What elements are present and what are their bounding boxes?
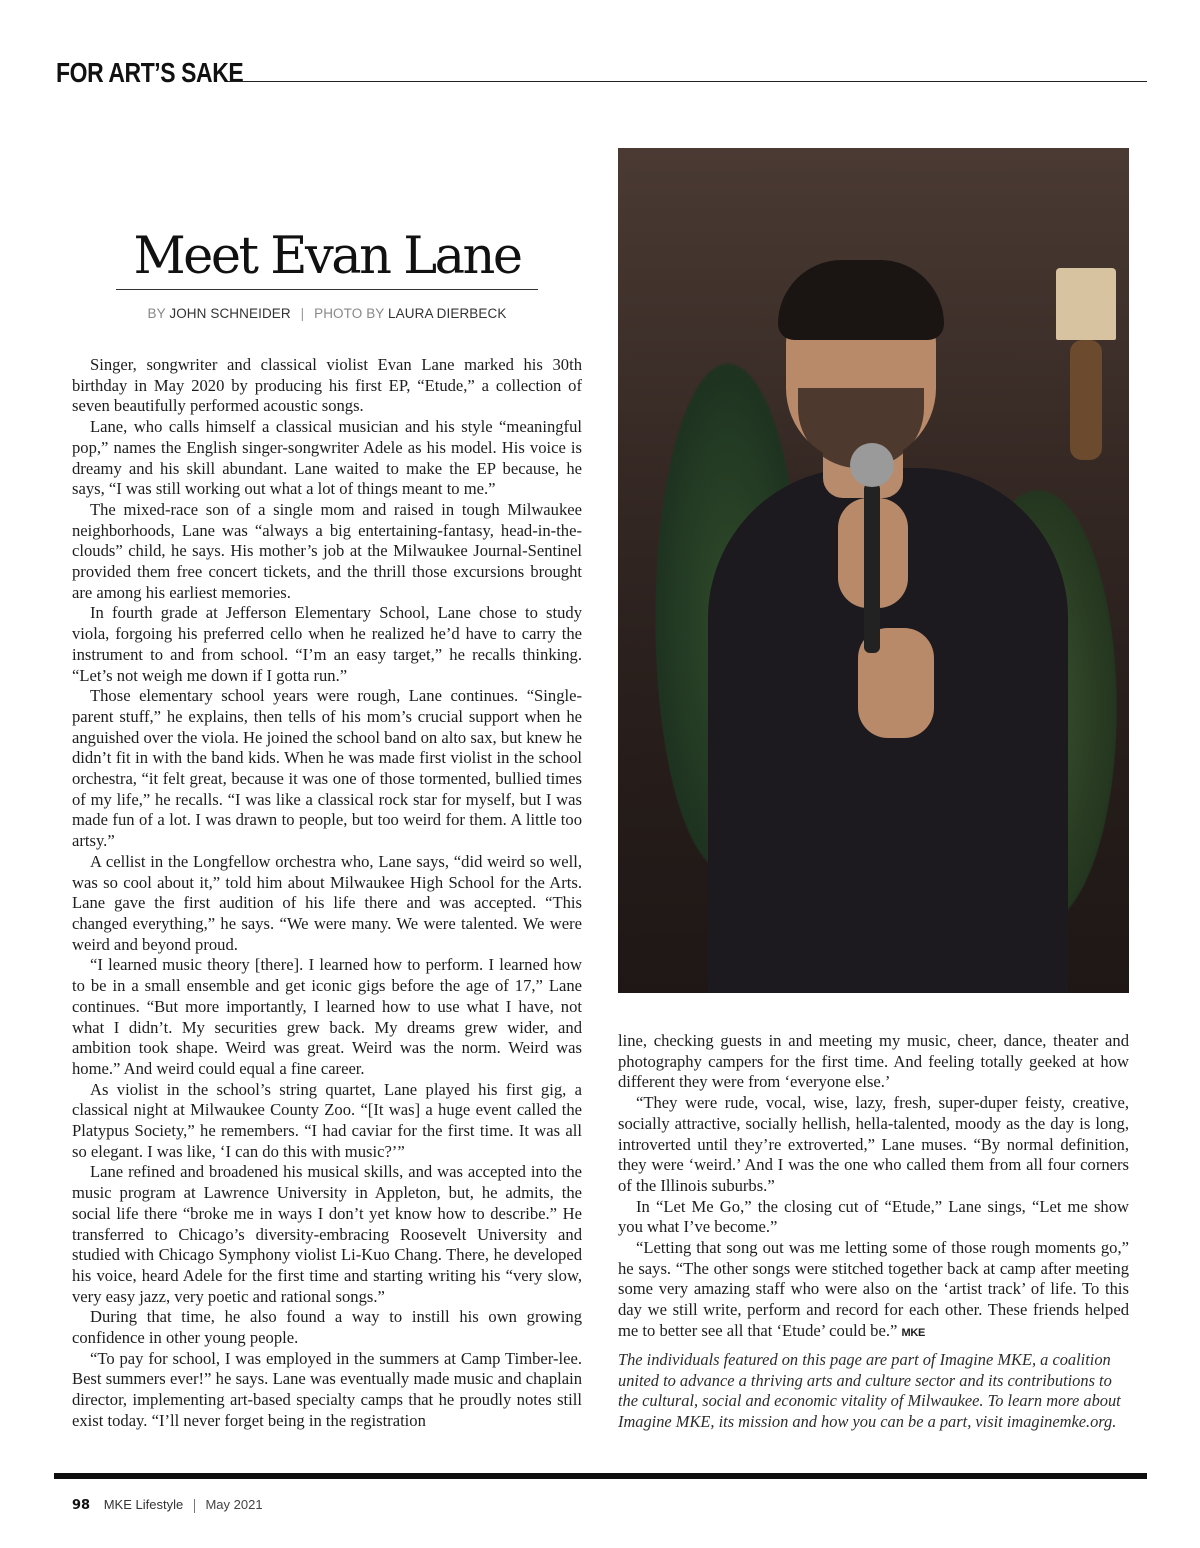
paragraph-text: “Letting that song out was me letting some of those rough moments go,” he says. “The other songs were stitched together back at camp after meeting some very amazing staff who were also on the ‘artist track’ of life. To this day we still write, perform and record for each other. These friends helped me to better see all that ‘Etude’ could be.”: [618, 1238, 1129, 1340]
issue-date: May 2021: [205, 1497, 263, 1512]
photo-credit-name: LAURA DIERBECK: [388, 306, 507, 321]
section-title: FOR ART’S SAKE: [56, 57, 244, 88]
photo-credit-prefix: PHOTO BY: [314, 306, 385, 321]
paragraph: As violist in the school’s string quartet, Lane played his first gig, a classical night at Milwaukee County Zoo. “[It was] a huge event called the Platypus Society,” he remembers. “I had caviar for the first time. It was all so elegant. I was like, ‘I can do this with music?’”: [72, 1079, 582, 1161]
paragraph: “I learned music theory [there]. I learned how to perform. I learned how to be in a small ensemble and get iconic gigs before the age of 17,” Lane continues. “But more importantly, I learned how to use what I have, not what I didn’t. My securities grew back. My dreams grew wider, and ambition took shape. Weird was great. Weird was the norm. Weird was home.” And weird could equal a fine career.: [72, 955, 582, 1078]
paragraph: A cellist in the Longfellow orchestra who, Lane says, “did weird so well, was so cool about it,” told him about Milwaukee High School for the Arts. Lane gave the first audition of his life there and was accepted. “This changed everything,” he says. “We were many. We were talented. We were weird and beyond proud.: [72, 851, 582, 954]
byline-author: JOHN SCHNEIDER: [169, 306, 291, 321]
byline-prefix: BY: [147, 306, 166, 321]
paragraph: Lane, who calls himself a classical musician and his style “meaningful pop,” names the English singer-songwriter Adele as his model. His voice is dreamy and his skill abundant. Lane waited to make the EP because, he says, “I was still working out what a lot of things meant to me.”: [72, 417, 582, 499]
paragraph-last: [618, 1238, 1129, 1343]
portrait-photo: [618, 148, 1129, 993]
lamp-shade: [1056, 268, 1116, 340]
imagine-mke-note: The individuals featured on this page are part of Imagine MKE, a coalition united to advance a thriving arts and culture sector and its contributions to the cultural, social and economic vitality of Milwaukee. To learn more about Imagine MKE, its mission and how you can be a part, visit imaginemke.org.: [618, 1350, 1121, 1431]
microphone-icon: [850, 443, 894, 487]
paragraph: The mixed-race son of a single mom and raised in tough Milwaukee neighborhoods, Lane was “always a big entertaining-fantasy, head-in-the-clouds” child, he says. His mother’s job at the Milwaukee Journal-Sentinel provided them free concert tickets, and the thrill those excursions brought are among his earliest memories.: [72, 499, 582, 602]
section-rule: [228, 81, 1147, 82]
headline-rule: [116, 289, 538, 290]
article-body-right: [618, 1031, 1129, 1343]
byline: [116, 306, 538, 321]
paragraph: In fourth grade at Jefferson Elementary School, Lane chose to study viola, forgoing his preferred cello when he realized he’d have to carry the instrument to and from school. “I’m an easy target,” he recalls thinking. “Let’s not weigh me down if I gotta run.”: [72, 603, 582, 685]
publication-name: MKE Lifestyle: [103, 1497, 184, 1512]
paragraph: “They were rude, vocal, wise, lazy, fresh, super-duper feisty, creative, socially attractive, socially hellish, hella-talented, moody as the day is long, introverted until they’re extroverted,” Lane muses. “By normal definition, they were ‘weird.’ And I was the one who called them from all four corners of the Illinois suburbs.”: [618, 1093, 1129, 1195]
footer-divider: [194, 1499, 195, 1513]
footer-rule: [54, 1473, 1147, 1479]
lamp-base: [1070, 340, 1102, 460]
end-mark: MKE: [901, 1326, 926, 1339]
paragraph: Singer, songwriter and classical violist Evan Lane marked his 30th birthday in May 2020 by producing his first EP, “Etude,” a collection of seven beautifully performed acoustic songs.: [72, 355, 582, 416]
paragraph: “To pay for school, I was employed in the summers at Camp Timber-lee. Best summers ever!” he says. Lane was eventually made music and chaplain director, implementing art-based specialty camps that he proudly notes still exist today. “I’ll never forget being in the registration: [72, 1348, 582, 1430]
article-headline: Meet Evan Lane: [133, 227, 521, 286]
page-footer: [72, 1497, 263, 1513]
paragraph: In “Let Me Go,” the closing cut of “Etude,” Lane sings, “Let me show you what I’ve become.”: [618, 1196, 1129, 1237]
paragraph: Those elementary school years were rough, Lane continues. “Single-parent stuff,” he explains, then tells of his mom’s crucial support when he anguished over the viola. He joined the school band on alto sax, but knew he didn’t fit in with the band kids. When he was made first violist in the school orchestra, “it felt great, because it was one of those tormented, bullied times of my life,” he recalls. “I was like a classical rock star for myself, but I was made fun of a lot. I was drawn to people, but too weird for them. A little too artsy.”: [72, 686, 582, 851]
article-body-left: [72, 355, 582, 1435]
section-header: [56, 56, 1147, 90]
microphone-handle: [864, 483, 880, 653]
person-hair: [778, 260, 944, 340]
page-number: 98: [72, 1498, 91, 1513]
paragraph: Lane refined and broadened his musical skills, and was accepted into the music program at Lawrence University in Appleton, but, he admits, the social life there “broke me in ways I don’t yet know how to describe.” He transferred to Chicago’s diversity-embracing Roosevelt University and studied with Chicago Symphony violist Li-Kuo Chang. There, he developed his voice, heard Adele for the first time and starting writing his “very slow, very easy jazz, very poetic and rational songs.”: [72, 1162, 582, 1306]
paragraph: During that time, he also found a way to instill his own growing confidence in other young people.: [72, 1307, 582, 1348]
paragraph: line, checking guests in and meeting my music, cheer, dance, theater and photography campers for the first time. And feeling totally geeked at how different they were from ‘everyone else.’: [618, 1031, 1129, 1092]
byline-separator: |: [300, 306, 305, 321]
